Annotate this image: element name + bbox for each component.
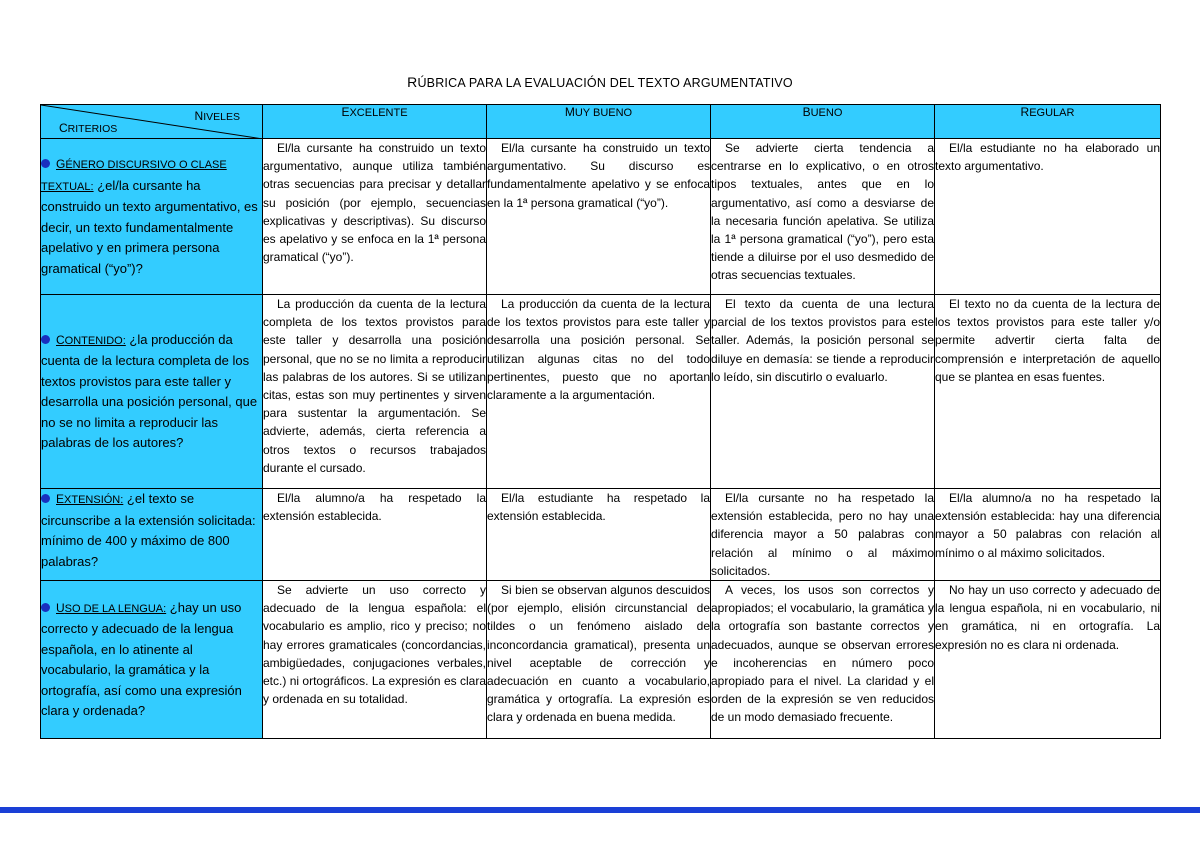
level-header-bueno: BUENO <box>711 105 935 139</box>
cell-regular: No hay un uso correcto y adecuado de la lengua española, ni en vocabulario, ni en gramática, ni en ortografía. La expresión no es clara ni ordenada. <box>935 581 1161 739</box>
bullet-icon <box>41 494 50 503</box>
criterion-label: USO DE LA LENGUA: <box>56 600 167 615</box>
niveles-label: NIVELES <box>194 109 240 123</box>
bullet-icon <box>41 159 50 168</box>
header-row <box>41 105 1161 139</box>
criterion-question: ¿el texto se circunscribe a la extensión solicitada: mínimo de 400 y máximo de 800 palabras? <box>41 491 256 569</box>
cell-bueno: A veces, los usos son correctos y apropiados; el vocabulario, la gramática y la ortografía son bastante correctos y adecuados, aunque se observan errores e incoherencias en número poco apropiado para el nivel. La claridad y el orden de la expresión se ven reducidos de un modo demasiado frecuente. <box>711 581 935 739</box>
level-header-regular: REGULAR <box>935 105 1161 139</box>
level-header-excelente: EXCELENTE <box>263 105 487 139</box>
cell-regular: El texto no da cuenta de la lectura de los textos provistos para este taller y/o permite advertir cierta falta de comprensión e interpretación de aquello que se plantea en esas fuentes. <box>935 295 1161 489</box>
cell-bueno: El/la cursante no ha respetado la extensión establecida, pero no hay una diferencia mayor a 50 palabras con relación al mínimo o al máximo solicitados. <box>711 489 935 581</box>
criterion-question: ¿el/la cursante ha construido un texto argumentativo, es decir, un texto fundamentalmente apelativo y en primera persona gramatical (“yo”)? <box>41 177 258 276</box>
criterion-uso-lengua <box>41 581 263 739</box>
criterion-question: ¿la producción da cuenta de la lectura completa de los textos provistos para este taller y desarrolla una posición personal, que no se no limita a reproducir las palabras de los autores? <box>41 331 258 450</box>
cell-muy-bueno: La producción da cuenta de la lectura de los textos provistos para este taller y desarrolla una posición personal. Se utilizan algunas citas no del todo pertinentes, puesto que no aportan claramente a la argumentación. <box>487 295 711 489</box>
table-row <box>41 139 1161 295</box>
cell-excelente: Se advierte un uso correcto y adecuado de la lengua española: el vocabulario es amplio, rico y preciso; no hay errores gramaticales (concordancias, ambigüedades, conjugaciones verbales, etc.) ni ortográficos. La expresión es clara y ordenada en su totalidad. <box>263 581 487 739</box>
rubric-table <box>40 104 1161 739</box>
cell-excelente: El/la alumno/a ha respetado la extensión establecida. <box>263 489 487 581</box>
table-row <box>41 489 1161 581</box>
cell-muy-bueno: El/la cursante ha construido un texto argumentativo. Su discurso es fundamentalmente apelativo y se enfoca en la 1ª persona gramatical (“yo”). <box>487 139 711 295</box>
table-row <box>41 581 1161 739</box>
cell-muy-bueno: Si bien se observan algunos descuidos (por ejemplo, elisión circunstancial de tildes o un fenómeno aislado de inconcordancia gramatical), presenta un nivel aceptable de corrección y adecuación en cuanto a vocabulario, gramática y ortografía. La expresión es clara y ordenada en buena medida. <box>487 581 711 739</box>
criterion-label: CONTENIDO: <box>56 332 126 347</box>
table-row <box>41 295 1161 489</box>
footer-rule <box>0 807 1200 813</box>
criterios-label: CRITERIOS <box>59 121 118 135</box>
criterion-genero <box>41 139 263 295</box>
criterion-extension <box>41 489 263 581</box>
criterion-label: GÉNERO DISCURSIVO O CLASE TEXTUAL: <box>41 157 227 193</box>
cell-excelente: El/la cursante ha construido un texto argumentativo, aunque utiliza también otras secuencias para precisar y detallar su posición (por ejemplo, secuencias explicativas y descriptivas). Su discurso es apelativo y se enfoca en la 1ª persona gramatical (“yo”). <box>263 139 487 295</box>
cell-regular: El/la alumno/a no ha respetado la extensión establecida: hay una diferencia mayor a 50 palabras con relación al mínimo o al máximo solicitados. <box>935 489 1161 581</box>
page-title: RÚBRICA PARA LA EVALUACIÓN DEL TEXTO ARGUMENTATIVO <box>407 74 793 90</box>
bullet-icon <box>41 335 50 344</box>
level-header-muy-bueno: MUY BUENO <box>487 105 711 139</box>
cell-bueno: Se advierte cierta tendencia a centrarse en lo explicativo, o en otros tipos textuales, antes que en lo argumentativo, así como a desviarse de la necesaria función apelativa. Se utiliza la 1ª persona gramatical (“yo”), pero esta tiende a diluirse por el uso desmedido de otras secuencias textuales. <box>711 139 935 295</box>
niveles-criterios-cell <box>41 105 263 139</box>
cell-bueno: El texto da cuenta de una lectura parcial de los textos provistos para este taller. Además, la posición personal se diluye en demasía: se tiende a reproducir lo leído, sin discutirlo o evaluarlo. <box>711 295 935 489</box>
criterion-contenido <box>41 295 263 489</box>
cell-excelente: La producción da cuenta de la lectura completa de los textos provistos para este taller y desarrolla una posición personal, que no se no limita a reproducir las palabras de los autores. Si se utilizan citas, estas son muy pertinentes y sirven para sustentar la argumentación. Se advierte, además, cierta referencia a otros textos o recursos trabajados durante el cursado. <box>263 295 487 489</box>
cell-regular: El/la estudiante no ha elaborado un texto argumentativo. <box>935 139 1161 295</box>
cell-muy-bueno: El/la estudiante ha respetado la extensión establecida. <box>487 489 711 581</box>
criterion-question: ¿hay un uso correcto y adecuado de la lengua española, en lo atinente al vocabulario, la gramática y la ortografía, así como una expresión clara y ordenada? <box>41 599 242 719</box>
bullet-icon <box>41 603 50 612</box>
criterion-label: EXTENSIÓN: <box>56 492 124 506</box>
